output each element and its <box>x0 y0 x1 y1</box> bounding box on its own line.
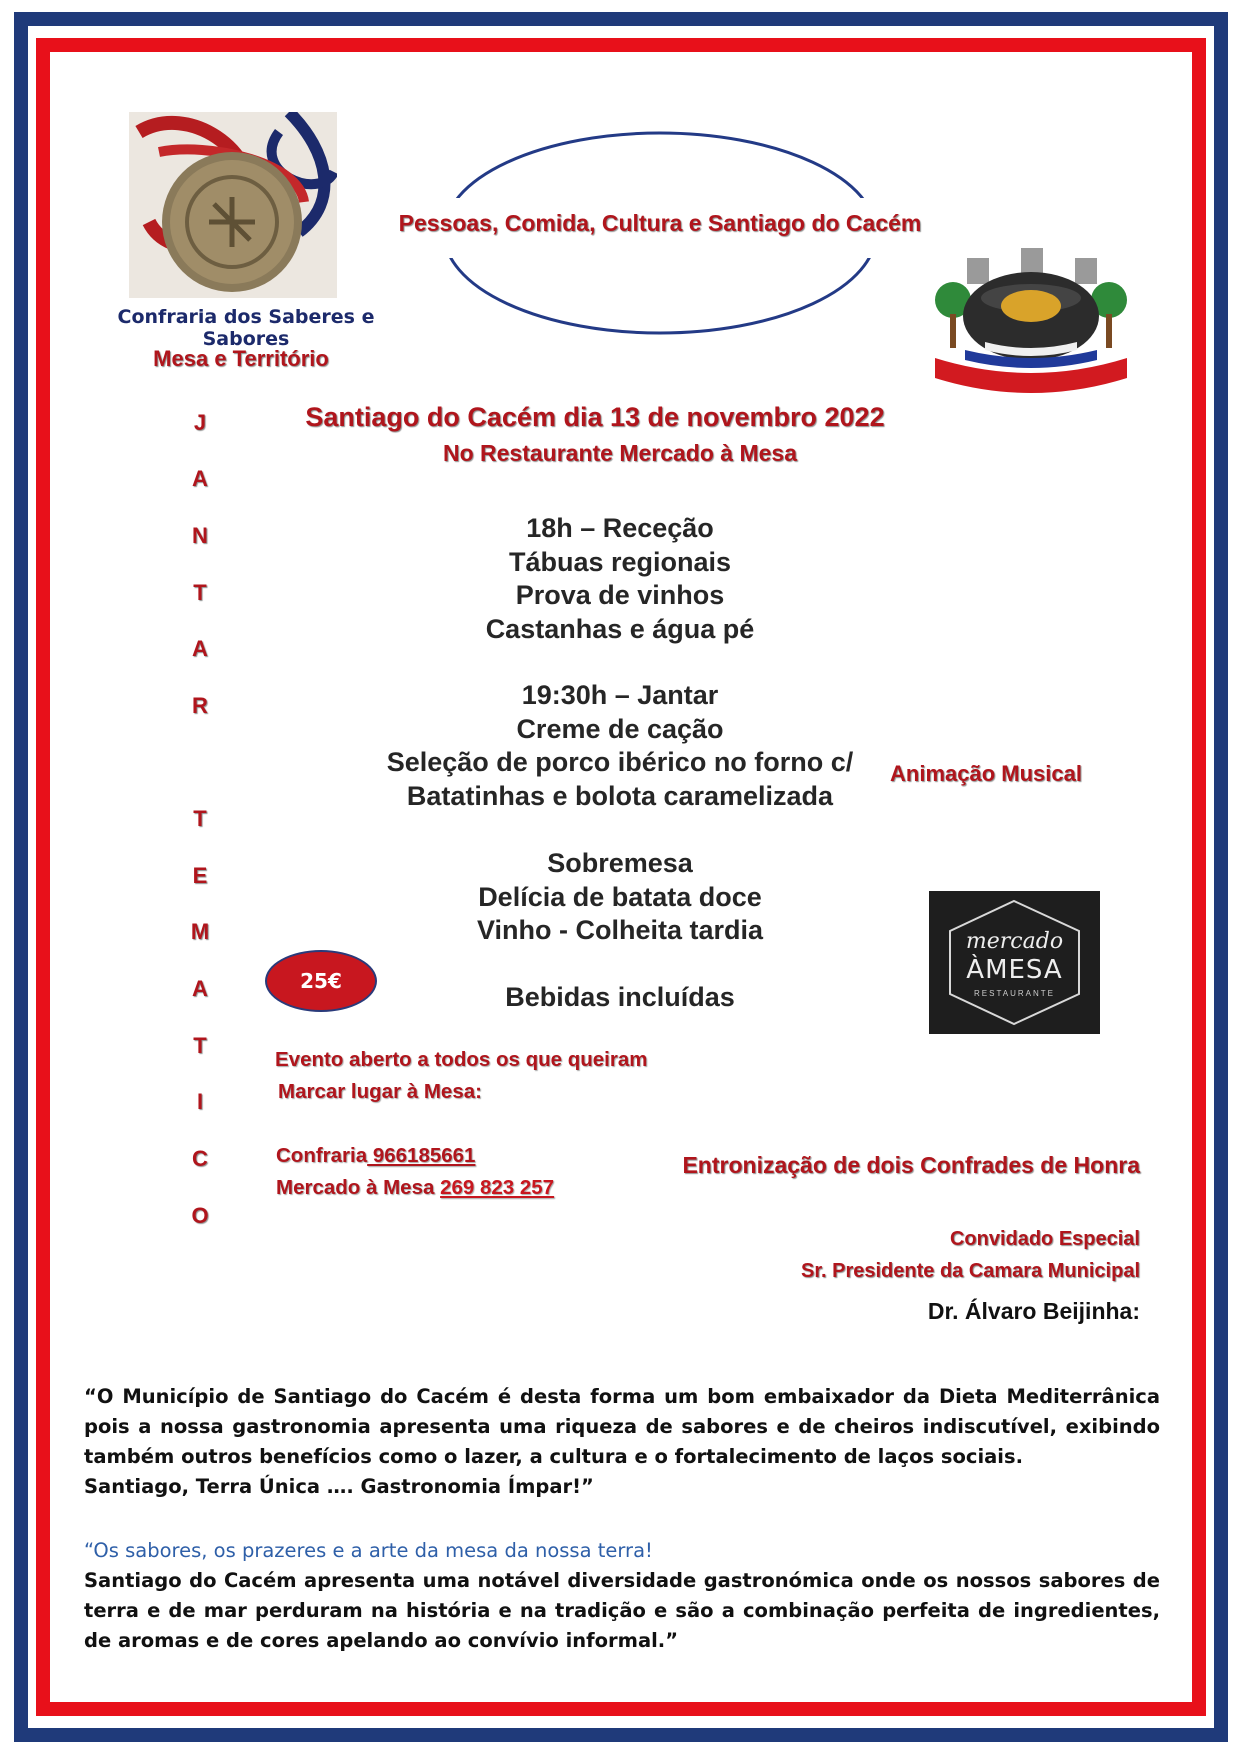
vertical-letter: T <box>193 580 207 605</box>
book-line: Marcar lugar à Mesa: <box>278 1080 482 1103</box>
menu-line: Creme de cação <box>516 713 724 744</box>
logo-line3: RESTAURANTE <box>974 989 1055 998</box>
vertical-letter: I <box>196 1089 204 1114</box>
menu-line: Prova de vinhos <box>515 580 725 610</box>
logo-line2: ÀMESA <box>966 955 1063 985</box>
menu-reception <box>340 512 900 646</box>
vertical-letter: A <box>192 976 208 1001</box>
org-subtitle: Mesa e Território <box>153 346 329 371</box>
vertical-letter: J <box>193 410 207 435</box>
medal-photo <box>129 112 337 298</box>
menu-line: Delícia de batata doce <box>478 881 762 912</box>
guest-role: Sr. Presidente da Camara Municipal <box>800 1260 1140 1282</box>
price-value: 25€ <box>300 969 342 993</box>
quote-2-text: Santiago do Cacém apresenta uma notável diversidade gastronómica onde os nossos sabores de terra e de mar perduram na história e na tradição e são a combinação perfeita de ingredientes, de aromas e de cores apelando ao convívio informal.” <box>84 1569 1160 1652</box>
vertical-letter: T <box>193 1033 207 1058</box>
enthronement-note: Entronização de dois Confrades de Honra <box>682 1152 1140 1178</box>
menu-line: Vinho - Colheita tardia <box>476 915 764 945</box>
vertical-letter: M <box>190 919 210 944</box>
menu-line: 19:30h – Jantar <box>521 680 719 710</box>
event-title: Santiago do Cacém dia 13 de novembro 2022 <box>305 402 885 432</box>
confraria-phone[interactable]: 966185661 <box>367 1144 476 1167</box>
quote-1 <box>84 1382 1160 1502</box>
crest-logo <box>925 238 1137 410</box>
confraria-label: Confraria <box>276 1144 368 1167</box>
vertical-letter: N <box>192 523 208 548</box>
vertical-letter: A <box>192 636 208 661</box>
menu-line: 18h – Receção <box>526 513 714 543</box>
price-badge <box>265 950 377 1012</box>
quote-1-end: Santiago, Terra Única …. Gastronomia Ímpar!” <box>84 1475 594 1498</box>
menu-line: Sobremesa <box>547 848 693 878</box>
mercado-label: Mercado à Mesa <box>276 1176 441 1199</box>
quote-2-title: “Os sabores, os prazeres e a arte da mesa da nossa terra! <box>84 1539 653 1562</box>
slogan: Pessoas, Comida, Cultura e Santiago do Cacém <box>398 210 922 236</box>
event-venue: No Restaurante Mercado à Mesa <box>442 440 798 466</box>
vertical-letter: E <box>192 863 208 888</box>
guest-label: Convidado Especial <box>949 1228 1140 1250</box>
music-note: Animação Musical <box>890 761 1082 786</box>
menu-line: Castanhas e água pé <box>485 613 755 644</box>
vertical-letter: C <box>192 1146 208 1171</box>
mercado-phone[interactable]: 269 823 257 <box>440 1176 555 1199</box>
org-name: Confraria dos Saberes e Sabores <box>117 306 375 350</box>
menu-line: Batatinhas e bolota caramelizada <box>406 780 834 811</box>
menu-dessert <box>340 847 900 948</box>
quote-1-text: “O Município de Santiago do Cacém é desta forma um bom embaixador da Dieta Mediterrânica pois a nossa gastronomia apresenta uma riqueza de sabores e de cheiros indiscutível, exibindo também outros benefícios como o lazer, a cultura e o fortalecimento de laços sociais. <box>84 1385 1160 1468</box>
vertical-letter: O <box>191 1203 209 1228</box>
vertical-letter: R <box>192 693 208 718</box>
menu-line: Tábuas regionais <box>508 546 732 577</box>
restaurant-logo <box>929 891 1100 1034</box>
guest-name: Dr. Álvaro Beijinha: <box>927 1298 1140 1324</box>
open-event-line: Evento aberto a todos os que queiram <box>275 1048 648 1071</box>
logo-line1: mercado <box>965 929 1064 954</box>
menu-drinks: Bebidas incluídas <box>505 982 735 1012</box>
confraria-contact <box>276 1144 475 1168</box>
menu-line: Seleção de porco ibérico no forno c/ <box>386 747 854 777</box>
vertical-letter: T <box>193 806 207 831</box>
mercado-contact <box>276 1176 554 1200</box>
vertical-letter: A <box>192 466 208 491</box>
menu-dinner <box>340 679 900 813</box>
